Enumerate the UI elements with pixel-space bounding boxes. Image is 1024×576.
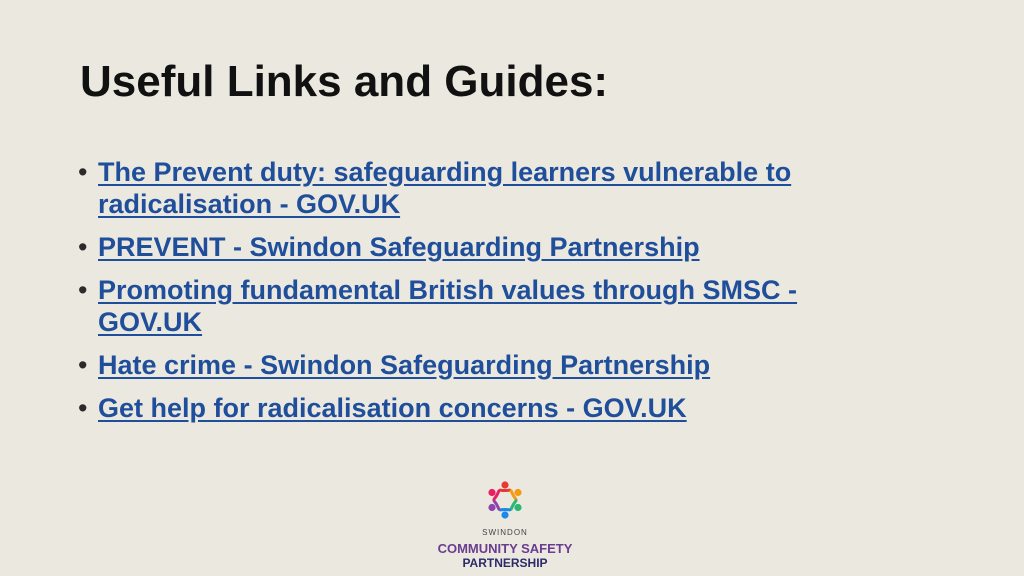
- link-prevent-swindon[interactable]: PREVENT - Swindon Safeguarding Partnership: [98, 232, 700, 262]
- logo-small-text: SWINDON: [482, 528, 528, 537]
- list-item: [78, 156, 898, 220]
- link-prevent-duty[interactable]: The Prevent duty: safeguarding learners vulnerable to radicalisation - GOV.UK: [98, 157, 792, 219]
- page-title: Useful Links and Guides:: [80, 57, 609, 106]
- bullet: •: [78, 232, 88, 262]
- figure-head: [488, 489, 495, 496]
- community-safety-logo: [420, 478, 590, 574]
- link-british-values[interactable]: Promoting fundamental British values through SMSC - GOV.UK: [98, 275, 798, 337]
- list-item: [78, 274, 898, 338]
- figure-head: [501, 511, 508, 518]
- link-radicalisation-help[interactable]: Get help for radicalisation concerns - GOV.UK: [98, 393, 687, 423]
- figure-head: [488, 504, 495, 511]
- list-item: [78, 392, 898, 424]
- bullet: •: [78, 275, 88, 305]
- bullet: •: [78, 350, 88, 380]
- bullet: •: [78, 157, 88, 187]
- links-list: [78, 156, 898, 435]
- logo-main-text: COMMUNITY SAFETY: [437, 541, 573, 556]
- logo-sub-text: PARTNERSHIP: [462, 556, 548, 570]
- figure-head: [514, 504, 521, 511]
- community-circle-icon: [483, 478, 527, 522]
- link-hate-crime[interactable]: Hate crime - Swindon Safeguarding Partnership: [98, 350, 711, 380]
- list-item: [78, 231, 898, 263]
- bullet: •: [78, 393, 88, 423]
- list-item: [78, 349, 898, 381]
- figure-head: [514, 489, 521, 496]
- figure-head: [501, 481, 508, 488]
